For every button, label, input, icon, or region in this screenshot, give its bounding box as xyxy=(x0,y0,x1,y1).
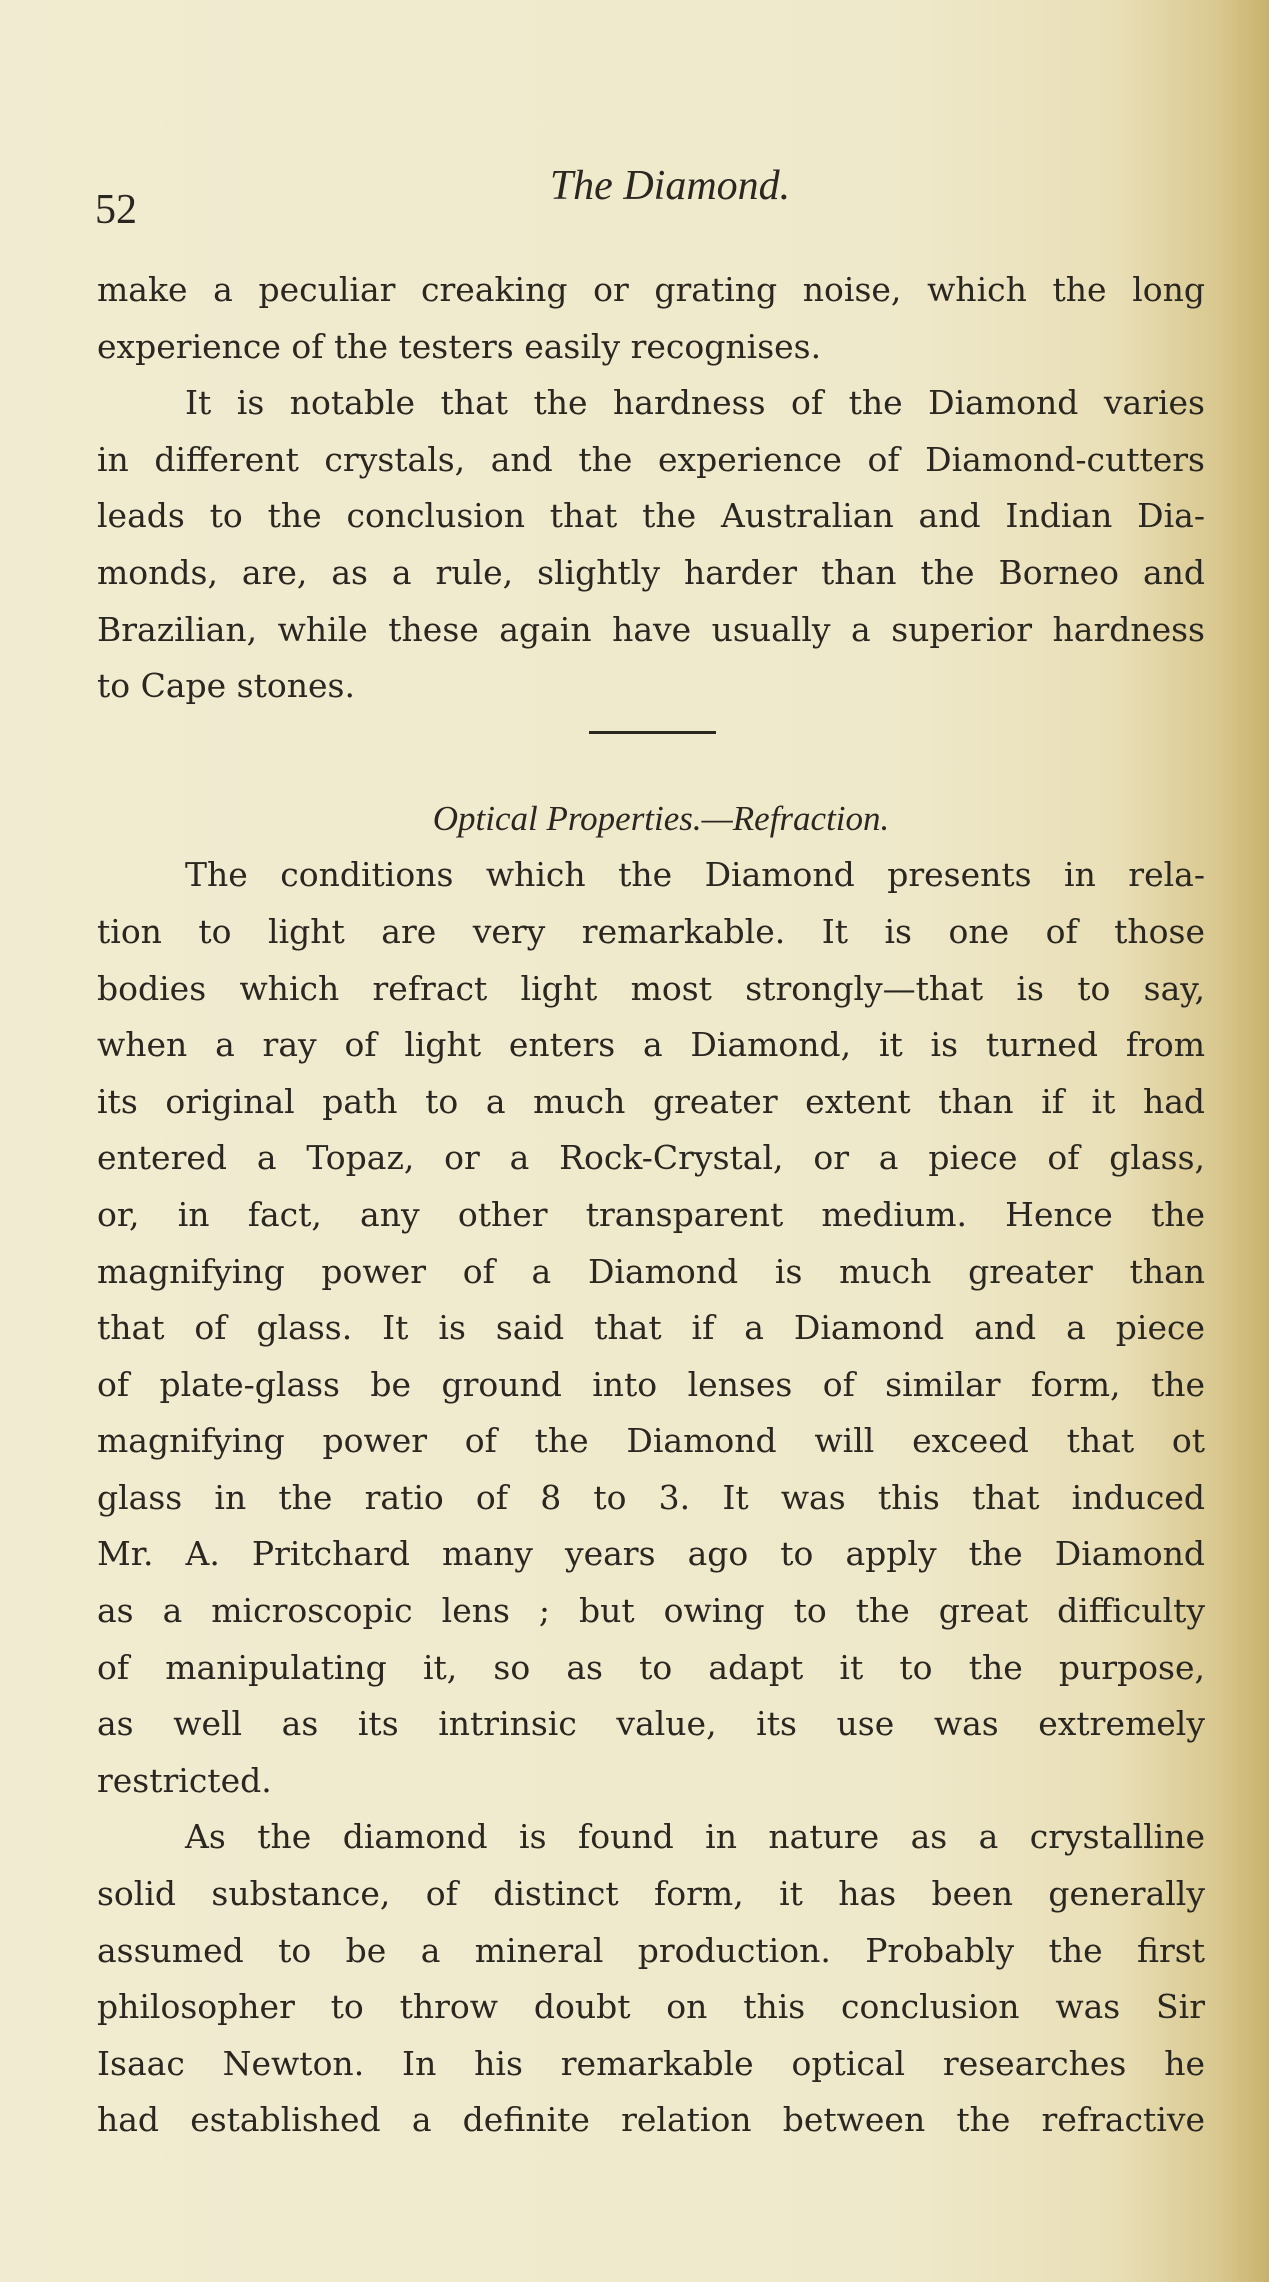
text-line: or, in fact, any other transparent medium. Hence the xyxy=(97,1194,1205,1234)
text-line: The conditions which the Diamond presents in rela- xyxy=(185,855,1205,895)
running-title: The Diamond. xyxy=(549,163,791,209)
text-line: magnifying power of the Diamond will exceed that ot xyxy=(97,1421,1205,1461)
text-line: as well as its intrinsic value, its use was extremely xyxy=(97,1704,1205,1744)
paragraph-4 xyxy=(97,1809,1205,2149)
text-line: assumed to be a mineral production. Probably the first xyxy=(97,1930,1205,1970)
text-line: in different crystals, and the experience of Diamond-cutters xyxy=(97,439,1205,479)
text-line: Isaac Newton. In his remarkable optical researches he xyxy=(97,2043,1205,2083)
text-line: its original path to a much greater extent than if it had xyxy=(97,1081,1205,1121)
text-line: to Cape stones. xyxy=(97,666,355,706)
text-line: of plate-glass be ground into lenses of similar form, the xyxy=(97,1364,1205,1404)
paragraph-3 xyxy=(97,847,1205,1809)
text-line: philosopher to throw doubt on this conclusion was Sir xyxy=(97,1987,1205,2027)
text-line: solid substance, of distinct form, it has been generally xyxy=(97,1874,1205,1914)
text-line: glass in the ratio of 8 to 3. It was this that induced xyxy=(97,1477,1205,1517)
text-line: restricted. xyxy=(97,1760,272,1800)
text-line: entered a Topaz, or a Rock-Crystal, or a piece of glass, xyxy=(97,1138,1205,1178)
text-line: As the diamond is found in nature as a crystalline xyxy=(185,1817,1205,1857)
divider-rule xyxy=(589,731,716,734)
page-number: 52 xyxy=(95,187,137,233)
text-line: tion to light are very remarkable. It is one of those xyxy=(97,911,1205,951)
text-line: monds, are, as a rule, slightly harder than the Borneo and xyxy=(97,552,1205,592)
running-head xyxy=(95,158,1205,233)
text-line: bodies which refract light most strongly—that is to say, xyxy=(97,968,1205,1008)
section-divider xyxy=(97,715,1205,791)
text-line: that of glass. It is said that if a Diamond and a piece xyxy=(97,1308,1205,1348)
text-line: of manipulating it, so as to adapt it to the purpose, xyxy=(97,1647,1205,1687)
text-line: magnifying power of a Diamond is much greater than xyxy=(97,1251,1205,1291)
text-line: Brazilian, while these again have usually a superior hardness xyxy=(97,609,1205,649)
text-line: experience of the testers easily recognises. xyxy=(97,326,822,366)
text-line: It is notable that the hardness of the Diamond varies xyxy=(185,383,1205,423)
paragraph-1 xyxy=(97,262,1205,375)
text-line: Mr. A. Pritchard many years ago to apply the Diamond xyxy=(97,1534,1205,1574)
text-line: make a peculiar creaking or grating noise, which the long xyxy=(97,270,1205,309)
text-line: as a microscopic lens ; but owing to the great difficulty xyxy=(97,1591,1205,1631)
text-line: leads to the conclusion that the Australian and Indian Dia- xyxy=(97,496,1205,536)
body-text xyxy=(97,262,1205,2149)
text-line: had established a definite relation between the refractive xyxy=(97,2100,1205,2140)
section-heading: Optical Properties.—Refraction. xyxy=(432,798,890,838)
paragraph-2 xyxy=(97,375,1205,715)
text-line: when a ray of light enters a Diamond, it is turned from xyxy=(97,1025,1205,1065)
